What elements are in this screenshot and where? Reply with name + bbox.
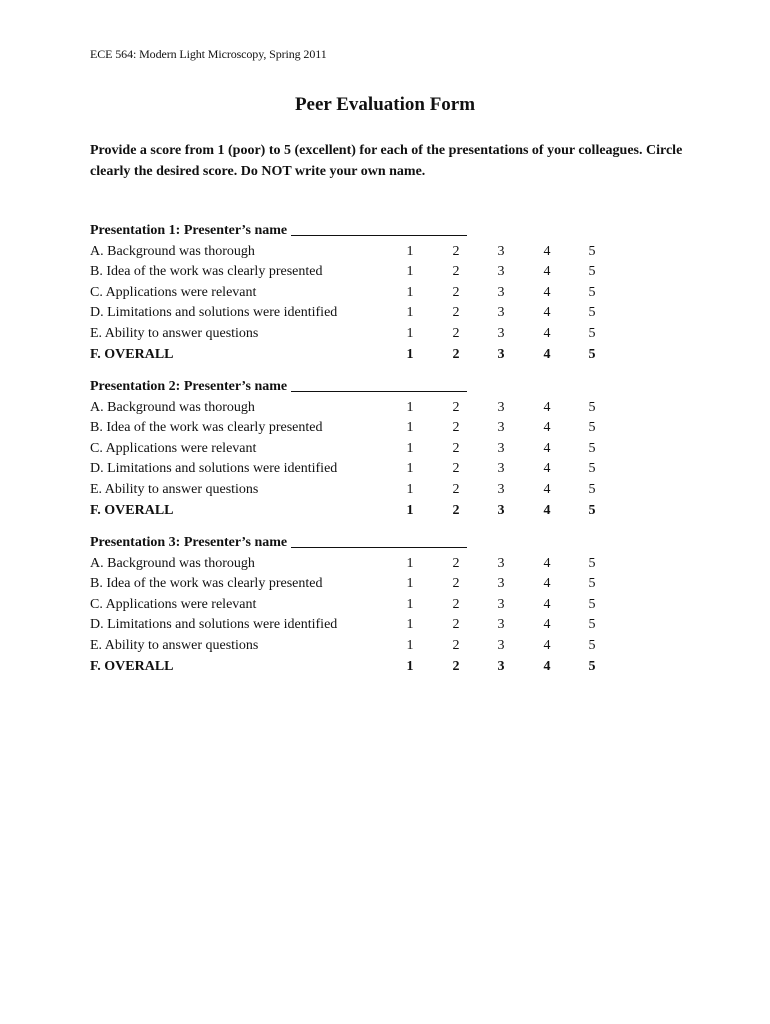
score-option-5[interactable]: 5	[588, 284, 596, 300]
score-option-5[interactable]: 5	[588, 346, 596, 362]
score-option-3[interactable]: 3	[497, 264, 505, 280]
presentation-title-label: Presentation 1: Presenter’s name	[90, 223, 288, 238]
criterion-label: A. Background was thorough	[90, 555, 255, 571]
score-option-1[interactable]: 1	[406, 346, 414, 362]
criterion-label: C. Applications were relevant	[90, 440, 257, 456]
score-option-1[interactable]: 1	[406, 399, 414, 415]
score-option-3[interactable]: 3	[497, 305, 505, 321]
score-option-4[interactable]: 4	[543, 555, 551, 571]
score-option-3[interactable]: 3	[497, 346, 505, 362]
score-option-4[interactable]: 4	[543, 502, 551, 518]
instructions: Provide a score from 1 (poor) to 5 (excellent) for each of the presentations of your colleagues. Circle clearly the desired score. Do NOT write your own name.	[90, 143, 683, 179]
criterion-row	[90, 303, 710, 324]
score-option-4[interactable]: 4	[543, 399, 551, 415]
score-option-3[interactable]: 3	[497, 617, 505, 633]
form-title: Peer Evaluation Form	[294, 94, 476, 115]
criterion-label: C. Applications were relevant	[90, 596, 257, 612]
score-option-1[interactable]: 1	[406, 617, 414, 633]
score-option-2[interactable]: 2	[452, 305, 460, 321]
score-option-2[interactable]: 2	[452, 617, 460, 633]
score-option-1[interactable]: 1	[406, 555, 414, 571]
score-option-2[interactable]: 2	[452, 243, 460, 259]
score-option-1[interactable]: 1	[406, 461, 414, 477]
criterion-label: B. Idea of the work was clearly presented	[90, 264, 323, 280]
score-option-4[interactable]: 4	[543, 243, 551, 259]
score-option-5[interactable]: 5	[588, 399, 596, 415]
score-option-2[interactable]: 2	[452, 658, 460, 674]
presentation-title	[90, 221, 710, 242]
score-option-1[interactable]: 1	[406, 243, 414, 259]
criterion-row	[90, 459, 710, 480]
score-option-2[interactable]: 2	[452, 420, 460, 436]
score-option-3[interactable]: 3	[497, 637, 505, 653]
score-option-5[interactable]: 5	[588, 617, 596, 633]
score-option-3[interactable]: 3	[497, 399, 505, 415]
score-option-2[interactable]: 2	[452, 555, 460, 571]
criterion-row	[90, 439, 710, 460]
score-option-1[interactable]: 1	[406, 420, 414, 436]
criterion-label: F. OVERALL	[90, 346, 174, 362]
score-option-5[interactable]: 5	[588, 305, 596, 321]
criterion-label: B. Idea of the work was clearly presented	[90, 420, 323, 436]
score-option-1[interactable]: 1	[406, 305, 414, 321]
score-option-2[interactable]: 2	[452, 264, 460, 280]
score-option-4[interactable]: 4	[543, 284, 551, 300]
criterion-row	[90, 398, 710, 419]
criterion-row	[90, 501, 710, 522]
score-option-2[interactable]: 2	[452, 440, 460, 456]
score-option-3[interactable]: 3	[497, 325, 505, 341]
presentation-title-label: Presentation 2: Presenter’s name	[90, 379, 288, 394]
score-option-5[interactable]: 5	[588, 420, 596, 436]
score-option-2[interactable]: 2	[452, 284, 460, 300]
score-option-1[interactable]: 1	[406, 325, 414, 341]
criterion-row	[90, 262, 710, 283]
score-option-2[interactable]: 2	[452, 325, 460, 341]
score-option-2[interactable]: 2	[452, 399, 460, 415]
criterion-label: D. Limitations and solutions were identified	[90, 617, 338, 633]
criterion-label: E. Ability to answer questions	[90, 481, 259, 497]
score-option-2[interactable]: 2	[452, 596, 460, 612]
score-option-4[interactable]: 4	[543, 420, 551, 436]
score-option-4[interactable]: 4	[543, 658, 551, 674]
criterion-row	[90, 657, 710, 678]
presenter-name-blank[interactable]	[291, 377, 467, 392]
score-option-1[interactable]: 1	[406, 502, 414, 518]
score-option-3[interactable]: 3	[497, 284, 505, 300]
presenter-name-blank[interactable]	[291, 221, 467, 236]
score-option-5[interactable]: 5	[588, 325, 596, 341]
criterion-label: C. Applications were relevant	[90, 284, 257, 300]
score-option-4[interactable]: 4	[543, 440, 551, 456]
criterion-label: A. Background was thorough	[90, 399, 255, 415]
score-option-2[interactable]: 2	[452, 637, 460, 653]
criterion-label: E. Ability to answer questions	[90, 325, 259, 341]
score-option-3[interactable]: 3	[497, 576, 505, 592]
score-option-4[interactable]: 4	[543, 346, 551, 362]
criterion-label: D. Limitations and solutions were identified	[90, 461, 338, 477]
score-option-4[interactable]: 4	[543, 461, 551, 477]
score-option-5[interactable]: 5	[588, 440, 596, 456]
score-option-2[interactable]: 2	[452, 346, 460, 362]
score-option-4[interactable]: 4	[543, 637, 551, 653]
criterion-label: D. Limitations and solutions were identified	[90, 305, 338, 321]
criterion-row	[90, 283, 710, 304]
score-option-2[interactable]: 2	[452, 502, 460, 518]
score-option-4[interactable]: 4	[543, 305, 551, 321]
criterion-row	[90, 345, 710, 366]
score-option-3[interactable]: 3	[497, 440, 505, 456]
criterion-row	[90, 554, 710, 575]
score-option-3[interactable]: 3	[497, 658, 505, 674]
score-option-2[interactable]: 2	[452, 576, 460, 592]
score-option-4[interactable]: 4	[543, 264, 551, 280]
score-option-3[interactable]: 3	[497, 420, 505, 436]
score-option-1[interactable]: 1	[406, 576, 414, 592]
score-option-2[interactable]: 2	[452, 481, 460, 497]
criterion-row	[90, 418, 710, 439]
score-option-5[interactable]: 5	[588, 461, 596, 477]
score-option-3[interactable]: 3	[497, 596, 505, 612]
score-option-5[interactable]: 5	[588, 264, 596, 280]
course-header: ECE 564: Modern Light Microscopy, Spring 2011	[90, 47, 327, 61]
criterion-row	[90, 242, 710, 263]
score-option-1[interactable]: 1	[406, 637, 414, 653]
score-option-5[interactable]: 5	[588, 658, 596, 674]
score-option-4[interactable]: 4	[543, 576, 551, 592]
criterion-row	[90, 595, 710, 616]
score-option-4[interactable]: 4	[543, 617, 551, 633]
criterion-label: A. Background was thorough	[90, 243, 255, 259]
score-option-5[interactable]: 5	[588, 637, 596, 653]
score-option-5[interactable]: 5	[588, 243, 596, 259]
score-option-2[interactable]: 2	[452, 461, 460, 477]
criterion-label: F. OVERALL	[90, 658, 174, 674]
presentation-section-1	[90, 221, 710, 365]
score-option-5[interactable]: 5	[588, 481, 596, 497]
score-option-3[interactable]: 3	[497, 461, 505, 477]
score-option-1[interactable]: 1	[406, 658, 414, 674]
score-option-1[interactable]: 1	[406, 440, 414, 456]
criterion-label: F. OVERALL	[90, 502, 174, 518]
criterion-row	[90, 324, 710, 345]
score-option-1[interactable]: 1	[406, 481, 414, 497]
criterion-row	[90, 636, 710, 657]
score-option-4[interactable]: 4	[543, 325, 551, 341]
score-option-4[interactable]: 4	[543, 481, 551, 497]
criterion-row	[90, 480, 710, 501]
criterion-label: E. Ability to answer questions	[90, 637, 259, 653]
score-option-5[interactable]: 5	[588, 502, 596, 518]
score-option-3[interactable]: 3	[497, 243, 505, 259]
presentation-section-3	[90, 533, 710, 677]
score-option-5[interactable]: 5	[588, 555, 596, 571]
score-option-3[interactable]: 3	[497, 555, 505, 571]
criterion-row	[90, 615, 710, 636]
presentation-section-2	[90, 377, 710, 521]
presentation-title	[90, 533, 710, 554]
presentation-title-label: Presentation 3: Presenter’s name	[90, 535, 288, 550]
score-option-5[interactable]: 5	[588, 596, 596, 612]
score-option-3[interactable]: 3	[497, 481, 505, 497]
score-option-1[interactable]: 1	[406, 264, 414, 280]
score-option-1[interactable]: 1	[406, 596, 414, 612]
score-option-4[interactable]: 4	[543, 596, 551, 612]
criterion-row	[90, 574, 710, 595]
score-option-1[interactable]: 1	[406, 284, 414, 300]
score-option-5[interactable]: 5	[588, 576, 596, 592]
presenter-name-blank[interactable]	[291, 533, 467, 548]
presentation-title	[90, 377, 710, 398]
score-option-3[interactable]: 3	[497, 502, 505, 518]
criterion-label: B. Idea of the work was clearly presented	[90, 576, 323, 592]
